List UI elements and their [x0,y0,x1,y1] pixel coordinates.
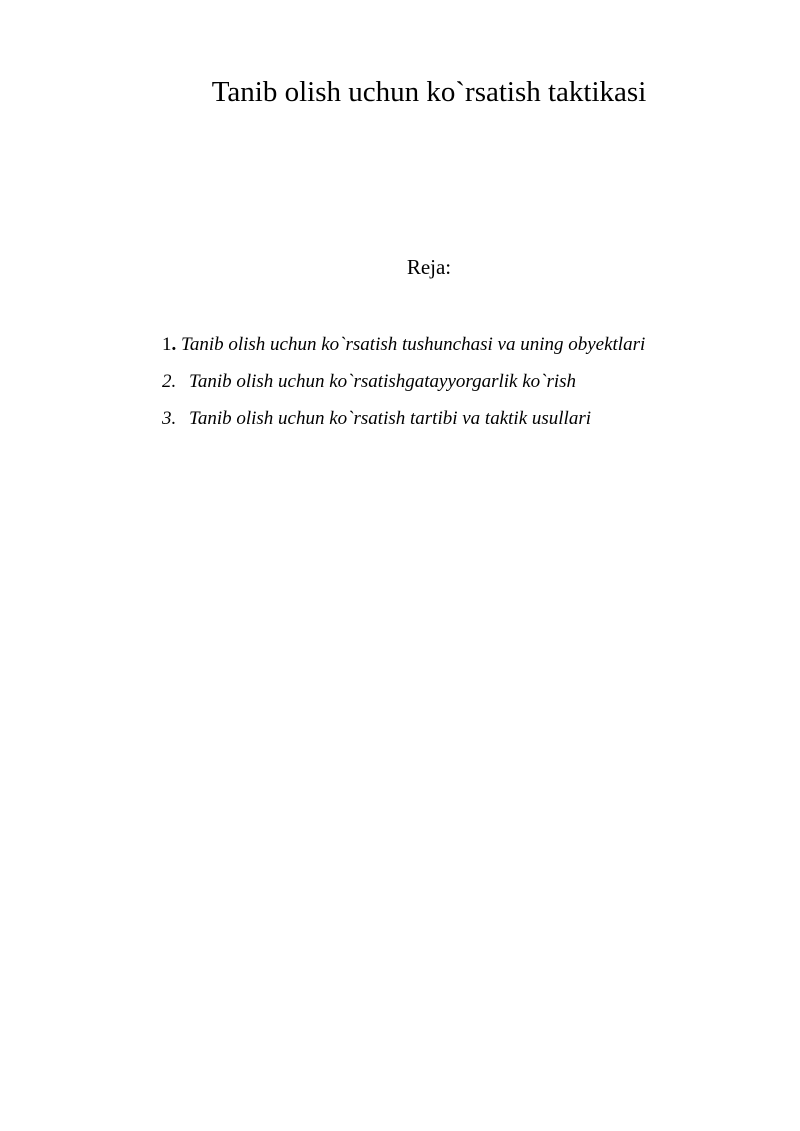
plan-item-number: 3. [162,408,177,429]
plan-item-text: Tanib olish uchun ko`rsatishgatayyorgarlik ko`rish [189,371,577,392]
plan-item-text: Tanib olish uchun ko`rsatish tushunchasi va uning obyektlari [181,334,646,355]
plan-list [162,332,645,443]
plan-item-text: Tanib olish uchun ko`rsatish tartibi va taktik usullari [189,408,592,429]
plan-item-2 [162,369,645,406]
document-title: Tanib olish uchun ko`rsatish taktikasi [211,76,647,108]
plan-item-number: 1. [162,334,177,355]
plan-heading: Reja: [406,255,452,279]
plan-item-number: 2. [162,371,177,392]
plan-item-3 [162,406,645,443]
plan-item-1 [162,332,645,369]
